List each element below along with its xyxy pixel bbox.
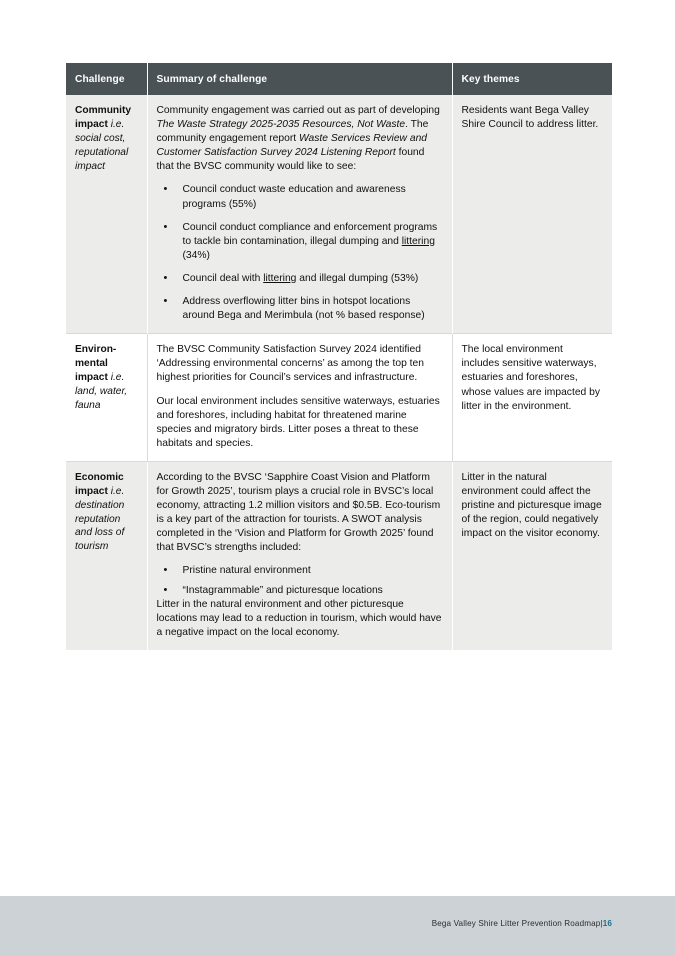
bullet-text: Address overflowing litter bins in hotspot locations around Bega and Merimbula (not % based response) <box>182 296 425 322</box>
challenge-descriptor: land, water, fauna <box>75 385 128 411</box>
bullet-text: (34%) <box>182 249 210 261</box>
table-body <box>66 95 612 650</box>
summary-intro-part2: . The community engagement report <box>156 119 429 145</box>
page-number: 16 <box>602 919 612 928</box>
cell-summary <box>147 334 452 462</box>
cell-key-themes <box>452 461 612 650</box>
cell-key-themes <box>452 95 612 334</box>
bullet-text-underlined: littering <box>401 235 435 247</box>
challenges-table <box>66 63 612 650</box>
cell-challenge <box>66 461 147 650</box>
publication-title-waste-strategy: The Waste Strategy 2025-2035 Resources, Not Waste <box>156 119 406 131</box>
challenge-ie: i.e. <box>110 371 125 383</box>
publication-title-listening-report: Waste Services Review and Customer Satisfaction Survey 2024 Listening Report <box>156 133 428 159</box>
bullet-text: Council conduct waste education and awareness programs (55%) <box>182 184 406 210</box>
list-item <box>157 564 443 578</box>
bullet-text: and illegal dumping (53%) <box>296 272 419 284</box>
list-item <box>157 295 443 323</box>
table-header-row <box>66 63 612 95</box>
challenge-descriptor: social cost, reputational impact <box>75 132 129 172</box>
column-header-challenge: Challenge <box>66 63 147 95</box>
summary-closing-paragraph: Litter in the natural environment and other picturesque locations may lead to a reduction in tourism, which would have a negative impact on the local economy. <box>156 598 442 638</box>
challenge-title: Economic impact <box>75 471 124 497</box>
bullet-text: “Instagrammable” and picturesque locations <box>182 584 383 596</box>
list-item <box>157 183 443 211</box>
bullet-text: Council conduct compliance and enforcement programs to tackle bin contamination, illegal dumping and <box>182 221 438 247</box>
summary-paragraph: The BVSC Community Satisfaction Survey 2024 identified ‘Addressing environmental concerns’ as among the top ten highest priorities for Council’s services and infrastructure. <box>156 344 424 384</box>
column-header-key-themes: Key themes <box>452 63 612 95</box>
summary-intro-part1: Community engagement was carried out as part of developing <box>156 105 440 116</box>
challenge-ie: i.e. <box>110 485 125 497</box>
summary-bullet-list <box>157 183 443 323</box>
summary-bullet-list <box>157 564 443 597</box>
summary-intro-part3: found that the BVSC community would like to see: <box>156 147 425 173</box>
table-row <box>66 461 612 650</box>
footer <box>432 919 612 928</box>
bullet-text-underlined: littering <box>263 272 297 284</box>
cell-key-themes <box>452 334 612 462</box>
bullet-text: Council deal with <box>182 272 264 284</box>
key-theme-text: Residents want Bega Valley Shire Council to address litter. <box>461 105 599 131</box>
table-header <box>66 63 612 95</box>
summary-intro-paragraph <box>157 104 443 174</box>
list-item <box>157 272 443 286</box>
table-row <box>66 334 612 462</box>
challenge-title: Environ-mental impact <box>75 344 117 383</box>
bullet-text: Pristine natural environment <box>182 565 311 577</box>
summary-intro-paragraph: According to the BVSC ‘Sapphire Coast Vision and Platform for Growth 2025’, tourism plays a crucial role in BVSC’s local economy, attracting 1.2 million visitors and $0.5B. Eco-tourism is a key part of the attraction for tourists. A SWOT analysis completed in the ‘Vision and Platform for Growth 2025’ found that BVSC’s strengths included: <box>156 471 441 554</box>
challenges-table-container <box>66 63 612 650</box>
cell-summary <box>147 95 452 334</box>
challenge-ie: i.e. <box>110 118 125 130</box>
footer-title: Bega Valley Shire Litter Prevention Roadmap <box>431 919 601 928</box>
key-theme-text: Litter in the natural environment could affect the pristine and picturesque image of the region, could negatively impact on the visitor economy. <box>461 471 602 540</box>
summary-paragraph: Our local environment includes sensitive waterways, estuaries and foreshores, including habitat for threatened marine species and migratory birds. Litter poses a threat to these habitats and species. <box>156 395 440 449</box>
cell-challenge <box>66 95 147 334</box>
key-theme-text: The local environment includes sensitive waterways, estuaries and foreshores, whose values are impacted by litter in the environment. <box>461 344 601 412</box>
list-item <box>157 584 443 598</box>
cell-challenge <box>66 334 147 462</box>
footer-separator: | <box>600 919 603 928</box>
table-row <box>66 95 612 334</box>
column-header-summary: Summary of challenge <box>147 63 452 95</box>
list-item <box>157 221 443 263</box>
challenge-descriptor: destination reputation and loss of tourism <box>75 499 125 553</box>
cell-summary <box>147 461 452 650</box>
challenge-title: Community impact <box>75 105 132 130</box>
